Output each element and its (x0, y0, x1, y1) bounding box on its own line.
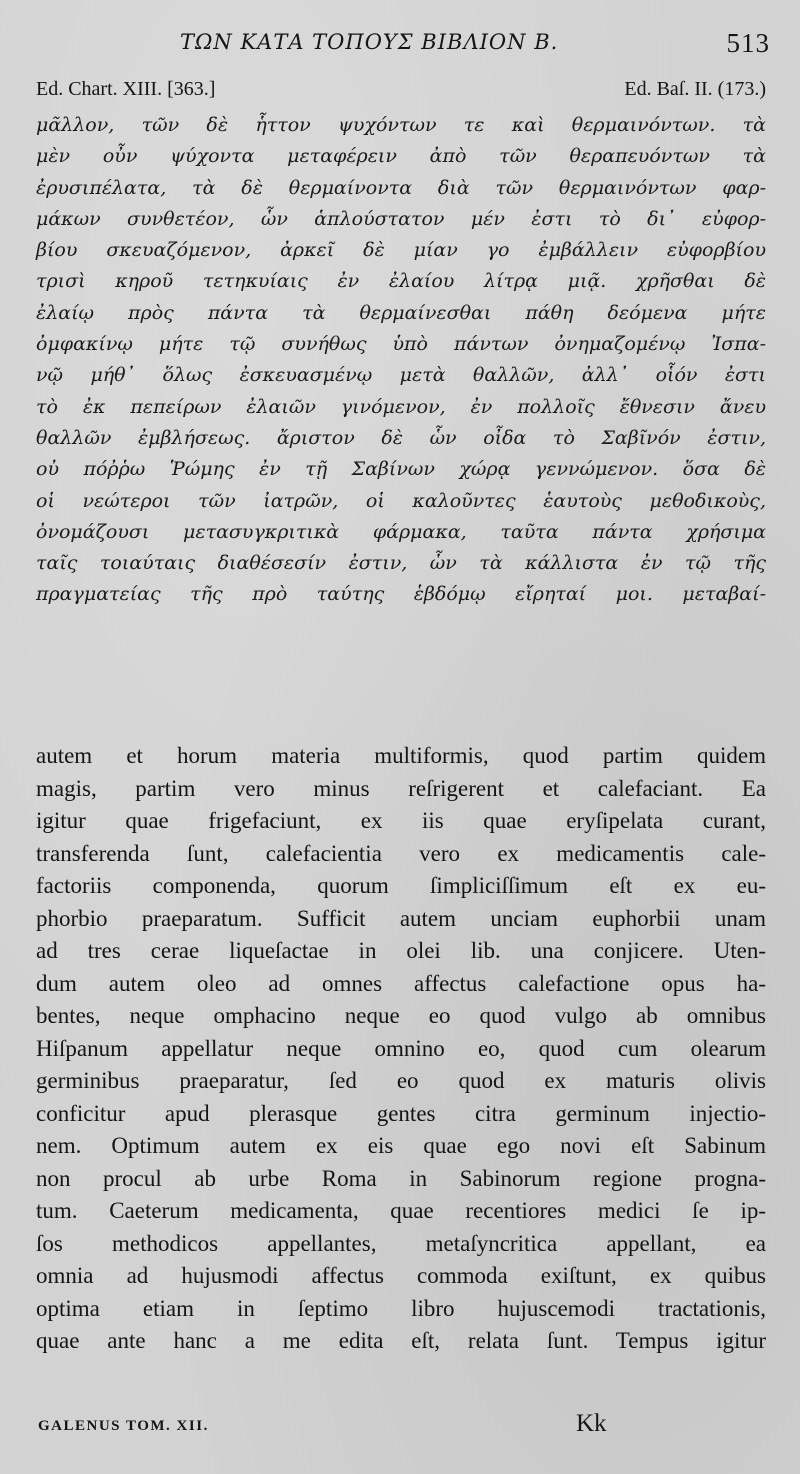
greek-text-block (36, 110, 766, 611)
greek-line: τὸ ἐκ πεπείρων ἐλαιῶν γινόμενον, ἐν πολλοῖς ἔθνεσιν ἄνευ (36, 395, 766, 418)
greek-line: μὲν οὖν ψύχοντα μεταφέρειν ἀπὸ τῶν θεραπευόντων τὰ (36, 145, 766, 168)
latin-line: non procul ab urbe Roma in Sabinorum regione progna- (36, 1165, 766, 1191)
latin-line: magis, partim vero minus reſrigerent et calefaciant. Ea (36, 775, 766, 801)
latin-line: optima etiam in ſeptimo libro hujuscemodi tractationis, (36, 1295, 766, 1321)
edition-chart-reference: Ed. Chart. XIII. [363.] (36, 78, 216, 100)
latin-line: Hiſpanum appellatur neque omnino eo, quod cum olearum (36, 1035, 766, 1061)
latin-line: transferenda ſunt, calefacientia vero ex medicamentis cale- (36, 840, 766, 866)
latin-line: nem. Optimum autem ex eis quae ego novi eſt Sabinum (36, 1133, 766, 1158)
edition-basel-reference: Ed. Baſ. II. (173.) (624, 78, 766, 100)
latin-line: factoriis componenda, quorum ſimpliciſſimum eſt ex eu- (36, 873, 766, 898)
latin-line: igitur quae frigefaciunt, ex iis quae eryſipelata curant, (36, 808, 766, 833)
gathering-mark: Kk (576, 1410, 607, 1437)
greek-line: μάκων συνθετέον, ὧν ἁπλούστατον μέν ἐστι τὸ δι᾽ εὐφορ- (36, 207, 766, 230)
greek-line: ὀμφακίνῳ μήτε τῷ συνήθως ὑπὸ πάντων ὀνημαζομένῳ Ἰσπα- (36, 333, 766, 356)
greek-line: ὀνομάζουσι μετασυγκριτικὰ φάρμακα, ταῦτα πάντα χρήσιμα (36, 520, 766, 543)
latin-line: phorbio praeparatum. Sufficit autem unciam euphorbii unam (36, 905, 766, 931)
edition-references (36, 78, 766, 106)
latin-line: omnia ad hujusmodi affectus commoda exiſtunt, ex quibus (36, 1263, 766, 1288)
greek-line: ταῖς τοιαύταις διαθέσεσίν ἐστιν, ὧν τὰ κάλλιστα ἐν τῷ τῆς (36, 552, 766, 575)
latin-text-block (36, 740, 766, 1358)
greek-line: νῷ μήθ᾽ ὅλως ἐσκευασμένῳ μετὰ θαλλῶν, ἀλλ᾽ οἷόν ἐστι (36, 364, 766, 387)
greek-line: μᾶλλον, τῶν δὲ ἧττον ψυχόντων τε καὶ θερμαινόντων. τὰ (36, 114, 766, 136)
latin-line: ſos methodicos appellantes, metaſyncritica appellant, ea (36, 1230, 766, 1256)
latin-line: conficitur apud plerasque gentes citra germinum injectio- (36, 1100, 766, 1126)
greek-line: πραγματείας τῆς πρὸ ταύτης ἑβδόμῳ εἴρηταί μοι. μεταβαί- (36, 583, 766, 606)
latin-line: autem et horum materia multiformis, quod partim quidem (36, 743, 766, 768)
latin-line: quae ante hanc a me edita eſt, relata ſunt. Tempus igitur (36, 1328, 766, 1353)
latin-line: tum. Caeterum medicamenta, quae recentiores medici ſe ip- (36, 1198, 766, 1223)
greek-line: οἱ νεώτεροι τῶν ἰατρῶν, οἱ καλοῦντες ἑαυτοὺς μεθοδικοὺς, (36, 489, 766, 512)
greek-line: τρισὶ κηροῦ τετηκυίαις ἐν ἐλαίου λίτρᾳ μιᾷ. χρῆσθαι δὲ (36, 270, 766, 293)
greek-line: θαλλῶν ἐμβλήσεως. ἄριστον δὲ ὧν οἶδα τὸ Σαβῖνόν ἐστιν, (36, 426, 766, 449)
latin-line: bentes, neque omphacino neque eo quod vulgo ab omnibus (36, 1003, 766, 1028)
greek-line: ἐλαίῳ πρὸς πάντα τὰ θερμαίνεσθαι πάθη δεόμενα μήτε (36, 301, 766, 324)
running-title: ΤΩΝ ΚΑΤΑ ΤΟΠΟΥΣ ΒΙΒΛΙΟΝ Β. (180, 30, 559, 54)
latin-line: dum autem oleo ad omnes affectus calefactione opus ha- (36, 970, 766, 996)
latin-line: ad tres cerae liqueſactae in olei lib. una conjicere. Uten- (36, 938, 766, 963)
latin-line: germinibus praeparatur, ſed eo quod ex maturis olivis (36, 1068, 766, 1093)
greek-line: ἐρυσιπέλατα, τὰ δὲ θερμαίνοντα διὰ τῶν θερμαινόντων φαρ- (36, 176, 766, 199)
page-footer (36, 1410, 766, 1446)
greek-line: οὐ πόῤῥω Ῥώμης ἐν τῇ Σαβίνων χώρᾳ γεννώμενον. ὅσα δὲ (36, 458, 766, 481)
greek-line: βίου σκευαζόμενον, ἀρκεῖ δὲ μίαν γο ἐμβάλλειν εὐφορβίου (36, 239, 766, 262)
volume-signature: GALENUS TOM. XII. (38, 1418, 209, 1434)
running-head (0, 26, 800, 66)
page-number: 513 (726, 28, 770, 58)
